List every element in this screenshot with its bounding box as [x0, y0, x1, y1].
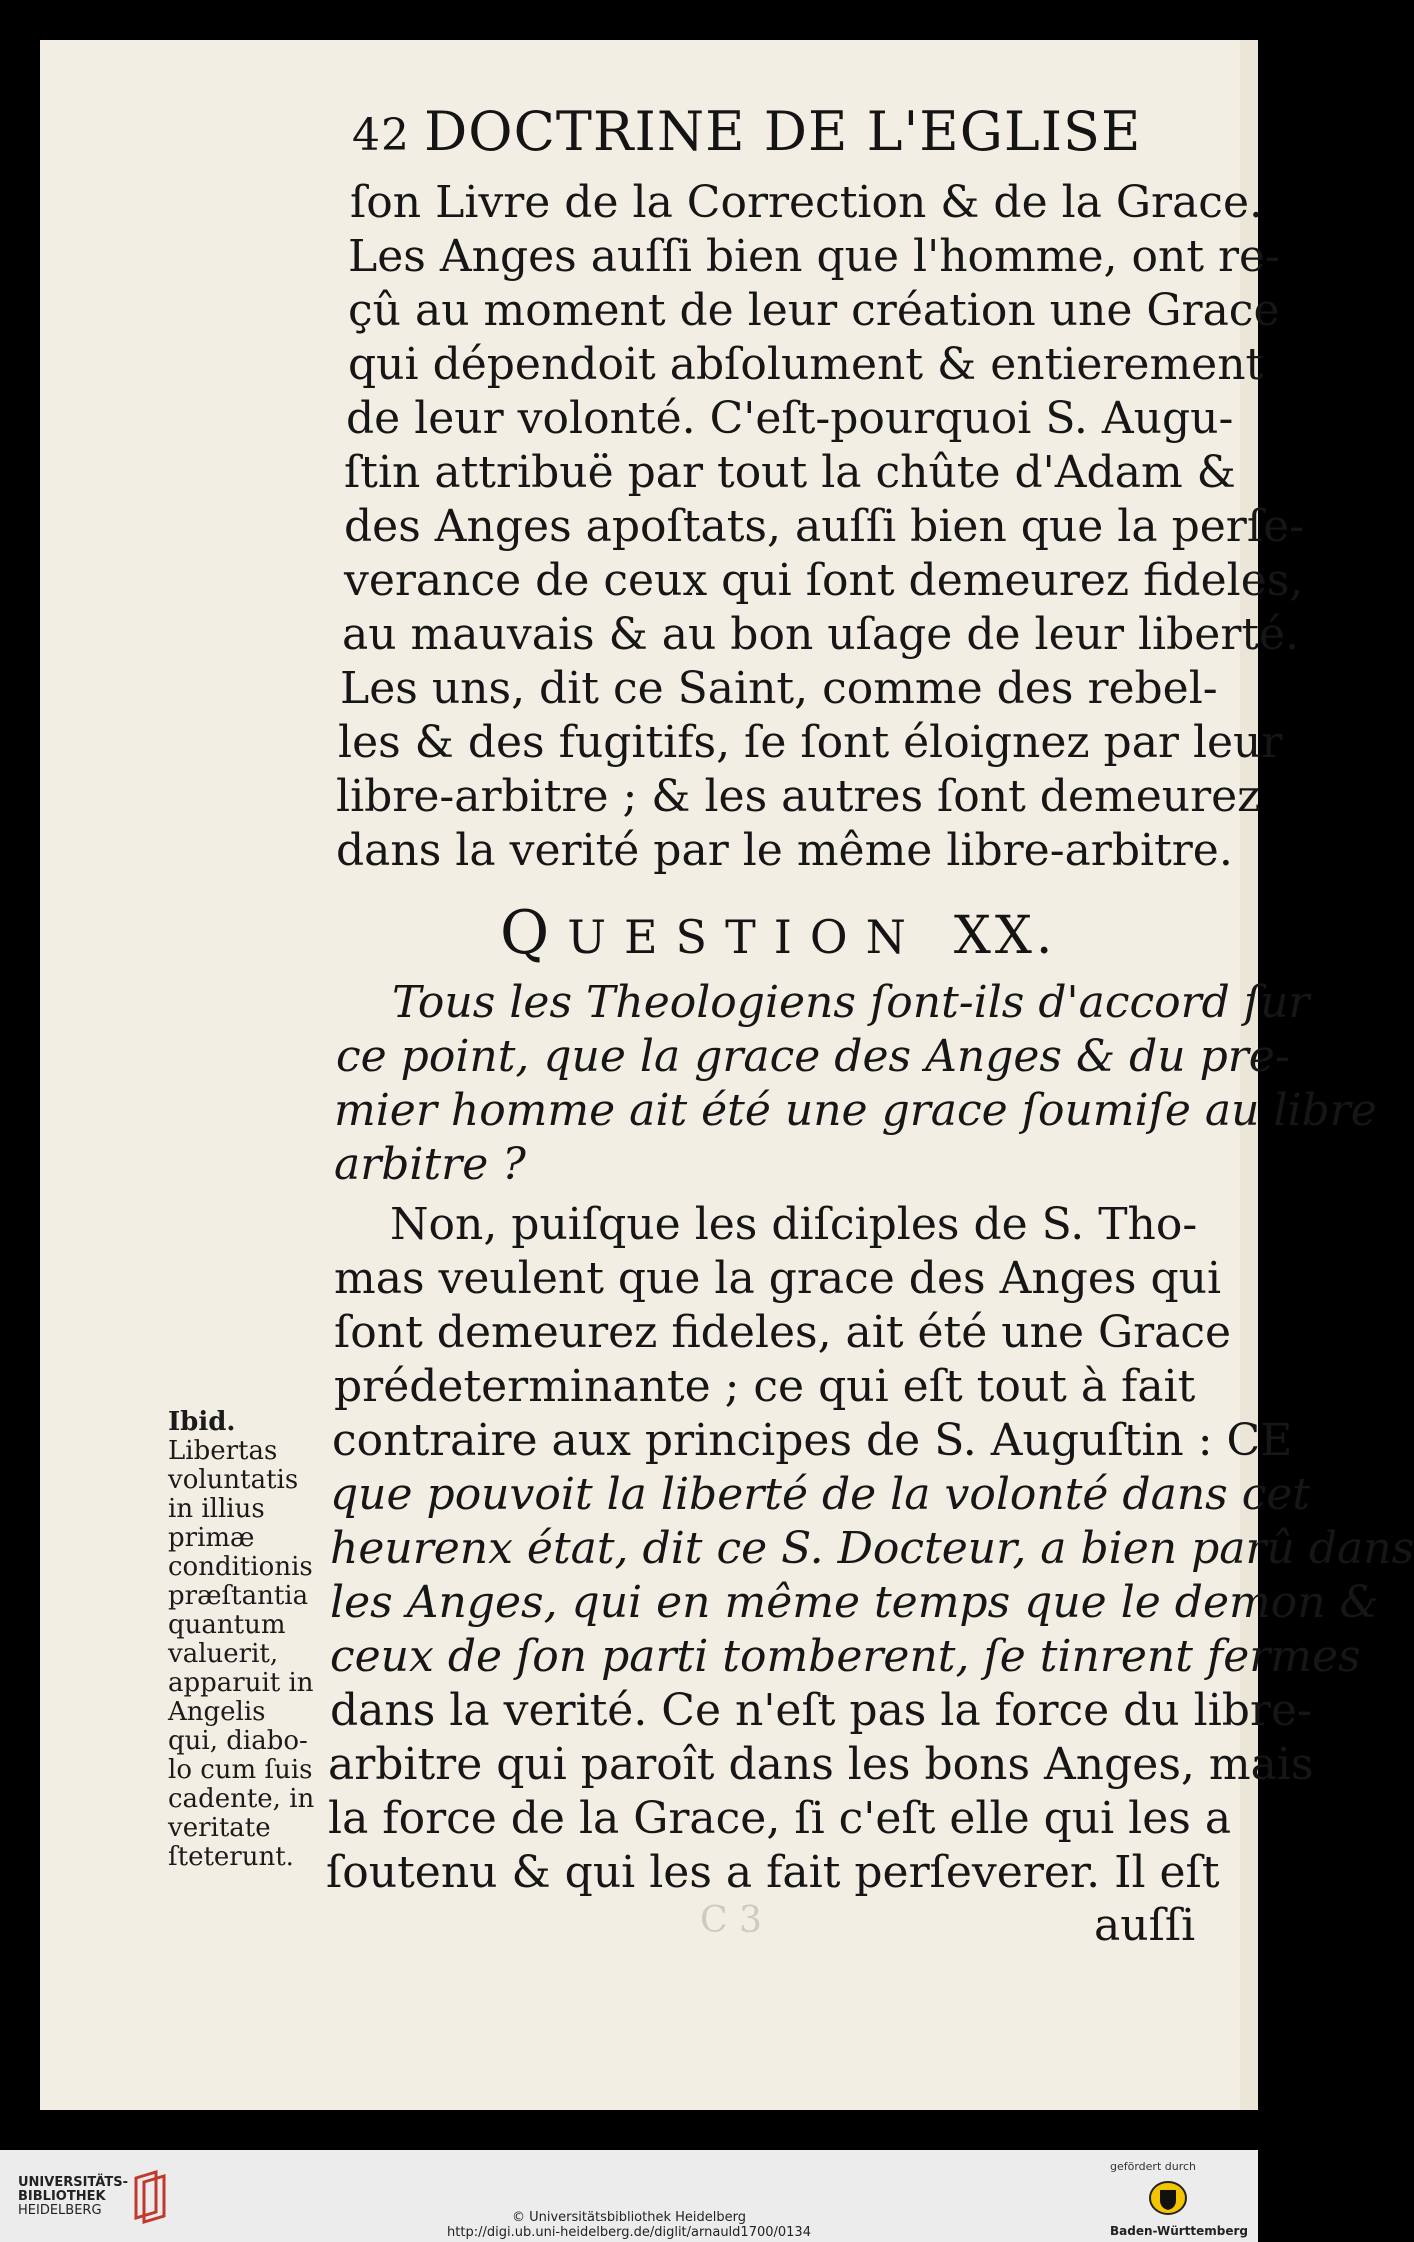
text-line: des Anges apoſtats, auſſi bien que la perſe-	[344, 501, 1305, 552]
margin-note-line: cadente, in	[168, 1784, 315, 1814]
margin-note-line: ſteterunt.	[168, 1842, 294, 1872]
answer-line: dans la verité. Ce n'eſt pas la force du libre-	[330, 1685, 1312, 1736]
answer-line: ſoutenu & qui les a fait perſeverer. Il eſt	[326, 1847, 1220, 1898]
library-name-line: BIBLIOTHEK	[18, 2189, 106, 2204]
question-line: ce point, que la grace des Anges & du pre-	[336, 1031, 1290, 1082]
answer-line: Non, puiſque les diſciples de S. Tho-	[390, 1199, 1198, 1250]
text-line: de leur volonté. C'eſt-pourquoi S. Augu-	[346, 393, 1234, 444]
answer-line: mas veulent que la grace des Anges qui	[334, 1253, 1222, 1304]
heading-word: UESTION	[567, 910, 924, 964]
margin-note-line: valuerit,	[168, 1639, 279, 1669]
margin-note-line: quantum	[168, 1610, 286, 1640]
page-number: 42	[352, 110, 410, 161]
section-heading	[500, 898, 1056, 968]
heading-initial: Q	[500, 898, 568, 968]
margin-note-line: præſtantia	[168, 1581, 309, 1611]
library-name-line: HEIDELBERG	[18, 2203, 102, 2218]
margin-note-line: primæ	[168, 1523, 255, 1553]
answer-line: ceux de ſon parti tomberent, ſe tinrent fermes	[330, 1631, 1361, 1682]
funded-by-label: gefördert durch	[1110, 2160, 1197, 2173]
coat-of-arms-icon	[1148, 2178, 1188, 2222]
catchword: auſſi	[1094, 1900, 1196, 1951]
margin-note-line: Angelis	[168, 1697, 266, 1727]
signature-mark: C 3	[700, 1900, 762, 1941]
running-head	[352, 100, 1252, 172]
question-line: arbitre ?	[334, 1139, 526, 1190]
answer-line: que pouvoit la liberté de la volonté dans cet	[330, 1469, 1311, 1520]
copyright-text: © Universitätsbibliothek Heidelberg	[511, 2210, 746, 2225]
library-name-line: UNIVERSITÄTS-	[18, 2175, 128, 2190]
text-line: çû au moment de leur création une Grace	[348, 285, 1280, 336]
margin-note-line: apparuit in	[168, 1668, 314, 1698]
answer-line: ſont demeurez fideles, ait été une Grace	[334, 1307, 1232, 1358]
answer-line: contraire aux principes de S. Auguſtin : CE	[332, 1415, 1293, 1466]
margin-note-line: qui, diabo-	[168, 1726, 308, 1756]
margin-note-line: Ibid.	[168, 1407, 236, 1437]
text-line: les & des fugitifs, ſe ſont éloignez par leur	[338, 717, 1283, 768]
margin-note-line: voluntatis	[168, 1465, 299, 1495]
answer-line: prédeterminante ; ce qui eſt tout à fait	[334, 1361, 1196, 1412]
permalink[interactable]: http://digi.ub.uni-heidelberg.de/diglit/arnauld1700/0134	[447, 2225, 811, 2240]
text-line: Les Anges auſſi bien que l'homme, ont re-	[348, 231, 1280, 282]
margin-note-line: in illius	[168, 1494, 265, 1524]
heading-number: XX.	[953, 906, 1057, 966]
margin-note	[168, 1408, 328, 1872]
running-head-title: DOCTRINE DE L'EGLISE	[424, 100, 1142, 163]
margin-note-line: veritate	[168, 1813, 271, 1843]
text-line: verance de ceux qui ſont demeurez fideles,	[344, 555, 1304, 606]
funder-name: Baden-Württemberg	[1110, 2224, 1249, 2238]
margin-note-line: lo cum ſuis	[168, 1755, 313, 1785]
viewer-footer	[0, 2150, 1258, 2242]
answer-line: heurenx état, dit ce S. Docteur, a bien parû dans	[330, 1523, 1414, 1574]
text-line: qui dépendoit abſolument & entierement	[348, 339, 1264, 390]
text-line: libre-arbitre ; & les autres ſont demeurez	[336, 771, 1261, 822]
text-line: Les uns, dit ce Saint, comme des rebel-	[340, 663, 1218, 714]
text-line: dans la verité par le même libre-arbitre.	[336, 825, 1233, 876]
margin-note-line: conditionis	[168, 1552, 313, 1582]
answer-line: les Anges, qui en même temps que le demon &	[330, 1577, 1379, 1628]
margin-note-line: Libertas	[168, 1436, 278, 1466]
text-line: au mauvais & au bon uſage de leur liberté.	[342, 609, 1300, 660]
answer-line: la force de la Grace, ſi c'eſt elle qui les a	[328, 1793, 1232, 1844]
question-line: Tous les Theologiens ſont-ils d'accord ſur	[392, 977, 1310, 1028]
question-line: mier homme ait été une grace ſoumiſe au libre	[334, 1085, 1377, 1136]
answer-line: arbitre qui paroît dans les bons Anges, mais	[328, 1739, 1314, 1790]
copyright-block	[0, 2210, 1258, 2240]
text-line: ſtin attribuë par tout la chûte d'Adam &	[344, 447, 1236, 498]
text-line: ſon Livre de la Correction & de la Grace.	[350, 177, 1263, 228]
